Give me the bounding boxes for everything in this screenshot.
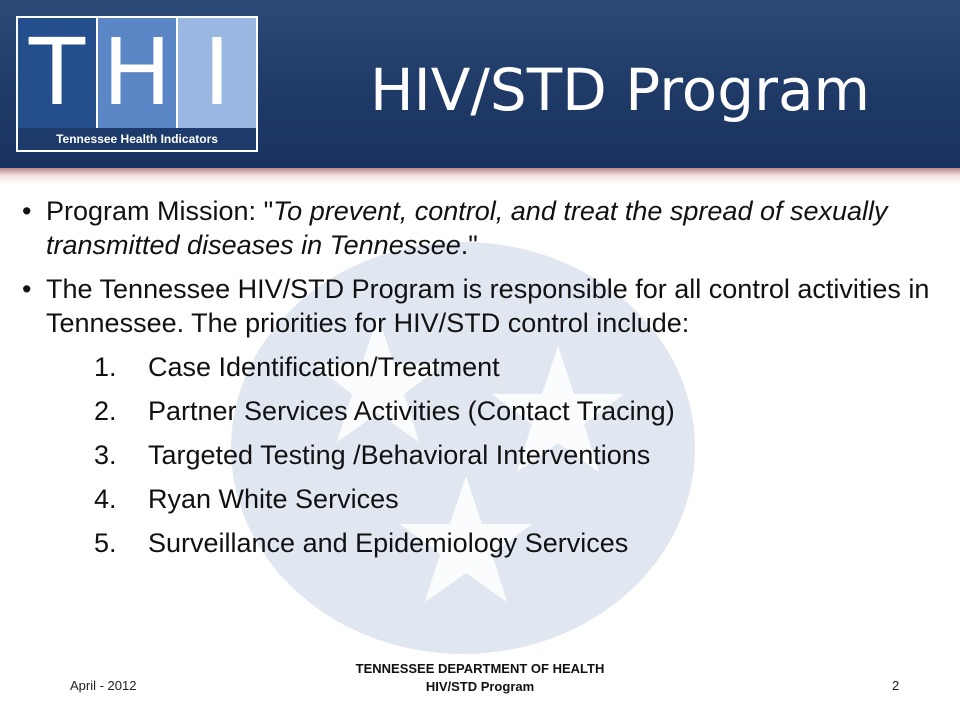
- priorities-list: [22, 350, 942, 570]
- footer-org-line1: TENNESSEE DEPARTMENT OF HEALTH: [355, 661, 605, 676]
- mission-close: .": [460, 230, 478, 260]
- footer-org-line2: HIV/STD Program: [425, 679, 535, 694]
- priority-text: Ryan White Services: [148, 484, 399, 514]
- footer-date: April - 2012: [70, 678, 137, 693]
- priority-item: [22, 350, 942, 394]
- mission-lead: Program Mission:: [46, 196, 264, 226]
- slide-title: HIV/STD Program: [370, 56, 870, 124]
- priority-item: [22, 438, 942, 482]
- priority-number: 5.: [94, 528, 117, 558]
- thi-logo: [16, 16, 258, 152]
- logo-caption: Tennessee Health Indicators: [18, 128, 256, 150]
- priority-number: 4.: [94, 484, 117, 514]
- priority-number: 3.: [94, 440, 117, 470]
- bullet-responsibility: [22, 272, 942, 340]
- bullet-mission: [22, 194, 942, 262]
- priority-item: [22, 394, 942, 438]
- responsibility-text: The Tennessee HIV/STD Program is responsible for all control activities in Tennessee. The priorities for HIV/STD control include:: [46, 274, 930, 338]
- priority-item: [22, 482, 942, 526]
- logo-letter-i: I: [178, 18, 256, 128]
- slide-body: [22, 194, 942, 570]
- priority-number: 1.: [94, 352, 117, 382]
- priority-text: Partner Services Activities (Contact Tracing): [148, 396, 675, 426]
- logo-letter-t: T: [18, 18, 98, 128]
- footer-organization: [330, 660, 630, 696]
- bullet-dot: •: [22, 196, 32, 226]
- header-shadow: [0, 168, 960, 184]
- bullet-dot: •: [22, 274, 32, 304]
- mission-open-quote: ": [263, 196, 274, 226]
- logo-letter-h: H: [98, 18, 178, 128]
- priority-number: 2.: [94, 396, 117, 426]
- footer-page-number: 2: [892, 678, 900, 693]
- slide-header: [0, 0, 960, 168]
- priority-item: [22, 526, 942, 570]
- priority-text: Case Identification/Treatment: [148, 352, 500, 382]
- priority-text: Surveillance and Epidemiology Services: [148, 528, 629, 558]
- logo-letters: [18, 18, 256, 128]
- mission-quote: To prevent, control, and treat the spread of sexually transmitted diseases in Tennessee: [46, 196, 888, 260]
- priority-text: Targeted Testing /Behavioral Interventions: [148, 440, 651, 470]
